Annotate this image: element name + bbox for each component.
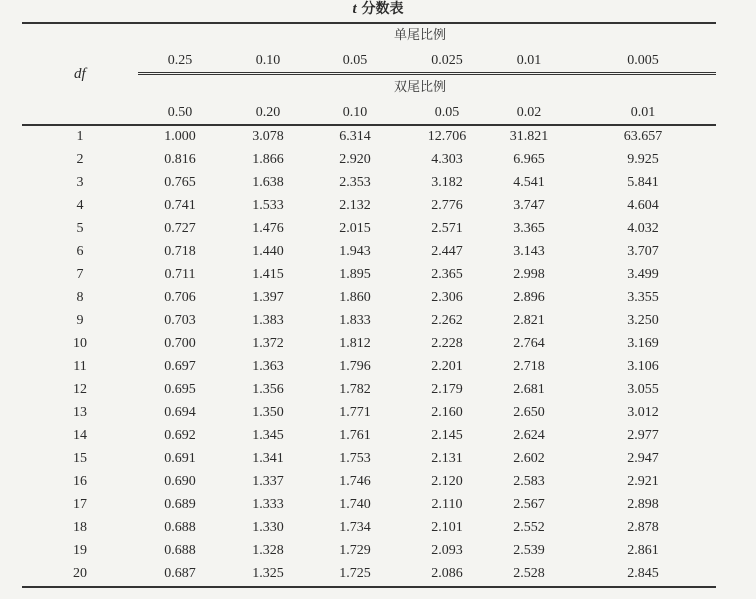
- value-cell: 1.345: [252, 428, 284, 443]
- df-cell: 11: [73, 359, 87, 374]
- df-cell: 4: [76, 198, 84, 213]
- value-cell: 0.690: [164, 474, 196, 489]
- value-cell: 2.947: [627, 451, 659, 466]
- one-tail-label: 单尾比例: [393, 28, 447, 43]
- title-text: 分数表: [361, 1, 404, 17]
- value-cell: 1.000: [164, 129, 196, 144]
- df-cell: 17: [73, 497, 87, 512]
- value-cell: 2.132: [339, 198, 371, 213]
- value-cell: 2.552: [513, 520, 545, 535]
- value-cell: 2.528: [513, 566, 545, 581]
- value-cell: 0.741: [164, 198, 196, 213]
- value-cell: 2.896: [513, 290, 545, 305]
- df-cell: 7: [76, 267, 84, 282]
- value-cell: 1.440: [252, 244, 284, 259]
- value-cell: 2.086: [431, 566, 463, 581]
- one-tail-value: 0.025: [431, 53, 463, 68]
- value-cell: 0.697: [164, 359, 196, 374]
- value-cell: 1.796: [339, 359, 371, 374]
- value-cell: 1.328: [252, 543, 284, 558]
- value-cell: 3.365: [513, 221, 545, 236]
- df-cell: 18: [73, 520, 87, 535]
- value-cell: 2.583: [513, 474, 545, 489]
- value-cell: 1.638: [252, 175, 284, 190]
- table-title: [0, 0, 756, 18]
- value-cell: 2.821: [513, 313, 545, 328]
- df-cell: 15: [73, 451, 87, 466]
- value-cell: 2.602: [513, 451, 545, 466]
- value-cell: 3.169: [627, 336, 659, 351]
- df-cell: 8: [76, 290, 84, 305]
- value-cell: 1.833: [339, 313, 371, 328]
- value-cell: 2.179: [431, 382, 463, 397]
- value-cell: 1.363: [252, 359, 284, 374]
- one-tail-value: 0.01: [516, 53, 542, 68]
- one-tail-value: 0.05: [342, 53, 368, 68]
- value-cell: 1.330: [252, 520, 284, 535]
- value-cell: 1.341: [252, 451, 284, 466]
- value-cell: 1.397: [252, 290, 284, 305]
- value-cell: 3.355: [627, 290, 659, 305]
- value-cell: 0.816: [164, 152, 196, 167]
- value-cell: 0.692: [164, 428, 196, 443]
- one-tail-value: 0.25: [167, 53, 193, 68]
- value-cell: 0.691: [164, 451, 196, 466]
- value-cell: 1.860: [339, 290, 371, 305]
- df-cell: 1: [76, 129, 84, 144]
- value-cell: 6.965: [513, 152, 545, 167]
- two-tail-label: 双尾比例: [393, 80, 447, 95]
- value-cell: 4.541: [513, 175, 545, 190]
- value-cell: 1.729: [339, 543, 371, 558]
- value-cell: 1.866: [252, 152, 284, 167]
- value-cell: 2.015: [339, 221, 371, 236]
- value-cell: 1.812: [339, 336, 371, 351]
- value-cell: 0.688: [164, 520, 196, 535]
- value-cell: 2.228: [431, 336, 463, 351]
- bottom-rule: [22, 586, 716, 588]
- one-tail-rule: [138, 72, 716, 73]
- value-cell: 3.250: [627, 313, 659, 328]
- header-bottom-rule: [22, 124, 716, 126]
- df-cell: 16: [73, 474, 87, 489]
- value-cell: 2.650: [513, 405, 545, 420]
- two-tail-value: 0.50: [167, 105, 193, 120]
- df-cell: 13: [73, 405, 87, 420]
- value-cell: 1.734: [339, 520, 371, 535]
- value-cell: 63.657: [623, 129, 663, 144]
- value-cell: 2.306: [431, 290, 463, 305]
- value-cell: 1.740: [339, 497, 371, 512]
- df-header: df: [74, 66, 86, 82]
- value-cell: 2.093: [431, 543, 463, 558]
- value-cell: 2.120: [431, 474, 463, 489]
- value-cell: 1.356: [252, 382, 284, 397]
- value-cell: 3.707: [627, 244, 659, 259]
- value-cell: 2.145: [431, 428, 463, 443]
- value-cell: 2.160: [431, 405, 463, 420]
- value-cell: 2.571: [431, 221, 463, 236]
- value-cell: 0.687: [164, 566, 196, 581]
- title-variable: t: [352, 1, 357, 17]
- value-cell: 2.447: [431, 244, 463, 259]
- df-cell: 19: [73, 543, 87, 558]
- value-cell: 2.567: [513, 497, 545, 512]
- two-tail-rule: [138, 74, 716, 75]
- value-cell: 6.314: [339, 129, 371, 144]
- value-cell: 2.921: [627, 474, 659, 489]
- value-cell: 1.372: [252, 336, 284, 351]
- value-cell: 4.032: [627, 221, 659, 236]
- value-cell: 3.078: [252, 129, 284, 144]
- df-cell: 14: [73, 428, 87, 443]
- value-cell: 0.718: [164, 244, 196, 259]
- value-cell: 2.681: [513, 382, 545, 397]
- one-tail-value: 0.005: [627, 53, 659, 68]
- value-cell: 0.689: [164, 497, 196, 512]
- value-cell: 2.110: [431, 497, 463, 512]
- value-cell: 1.782: [339, 382, 371, 397]
- df-cell: 2: [76, 152, 84, 167]
- value-cell: 2.101: [431, 520, 463, 535]
- df-cell: 10: [73, 336, 87, 351]
- value-cell: 1.943: [339, 244, 371, 259]
- value-cell: 0.700: [164, 336, 196, 351]
- value-cell: 0.694: [164, 405, 196, 420]
- df-cell: 5: [76, 221, 84, 236]
- value-cell: 0.695: [164, 382, 196, 397]
- value-cell: 0.711: [164, 267, 196, 282]
- value-cell: 0.706: [164, 290, 196, 305]
- value-cell: 2.262: [431, 313, 463, 328]
- value-cell: 1.476: [252, 221, 284, 236]
- value-cell: 1.533: [252, 198, 284, 213]
- value-cell: 2.776: [431, 198, 463, 213]
- value-cell: 2.861: [627, 543, 659, 558]
- value-cell: 3.747: [513, 198, 545, 213]
- value-cell: 1.350: [252, 405, 284, 420]
- value-cell: 3.012: [627, 405, 659, 420]
- value-cell: 12.706: [427, 129, 467, 144]
- df-cell: 3: [76, 175, 84, 190]
- value-cell: 1.325: [252, 566, 284, 581]
- top-rule: [22, 22, 716, 24]
- df-cell: 12: [73, 382, 87, 397]
- value-cell: 1.895: [339, 267, 371, 282]
- value-cell: 2.353: [339, 175, 371, 190]
- value-cell: 2.365: [431, 267, 463, 282]
- value-cell: 2.201: [431, 359, 463, 374]
- value-cell: 1.725: [339, 566, 371, 581]
- value-cell: 4.303: [431, 152, 463, 167]
- value-cell: 3.182: [431, 175, 463, 190]
- value-cell: 1.746: [339, 474, 371, 489]
- value-cell: 4.604: [627, 198, 659, 213]
- two-tail-value: 0.01: [630, 105, 656, 120]
- value-cell: 2.998: [513, 267, 545, 282]
- two-tail-value: 0.05: [434, 105, 460, 120]
- df-cell: 9: [76, 313, 84, 328]
- df-cell: 20: [73, 566, 87, 581]
- value-cell: 2.718: [513, 359, 545, 374]
- value-cell: 9.925: [627, 152, 659, 167]
- two-tail-value: 0.02: [516, 105, 542, 120]
- value-cell: 3.055: [627, 382, 659, 397]
- value-cell: 2.845: [627, 566, 659, 581]
- value-cell: 0.727: [164, 221, 196, 236]
- two-tail-value: 0.20: [255, 105, 281, 120]
- value-cell: 5.841: [627, 175, 659, 190]
- value-cell: 1.415: [252, 267, 284, 282]
- value-cell: 2.898: [627, 497, 659, 512]
- value-cell: 2.539: [513, 543, 545, 558]
- one-tail-value: 0.10: [255, 53, 281, 68]
- value-cell: 31.821: [509, 129, 549, 144]
- value-cell: 0.703: [164, 313, 196, 328]
- value-cell: 2.764: [513, 336, 545, 351]
- value-cell: 1.761: [339, 428, 371, 443]
- two-tail-value: 0.10: [342, 105, 368, 120]
- value-cell: 3.499: [627, 267, 659, 282]
- value-cell: 1.333: [252, 497, 284, 512]
- value-cell: 2.624: [513, 428, 545, 443]
- value-cell: 3.106: [627, 359, 659, 374]
- value-cell: 1.753: [339, 451, 371, 466]
- value-cell: 3.143: [513, 244, 545, 259]
- value-cell: 2.878: [627, 520, 659, 535]
- value-cell: 1.337: [252, 474, 284, 489]
- value-cell: 1.771: [339, 405, 371, 420]
- value-cell: 2.977: [627, 428, 659, 443]
- value-cell: 0.765: [164, 175, 196, 190]
- value-cell: 2.131: [431, 451, 463, 466]
- value-cell: 2.920: [339, 152, 371, 167]
- value-cell: 0.688: [164, 543, 196, 558]
- df-cell: 6: [76, 244, 84, 259]
- value-cell: 1.383: [252, 313, 284, 328]
